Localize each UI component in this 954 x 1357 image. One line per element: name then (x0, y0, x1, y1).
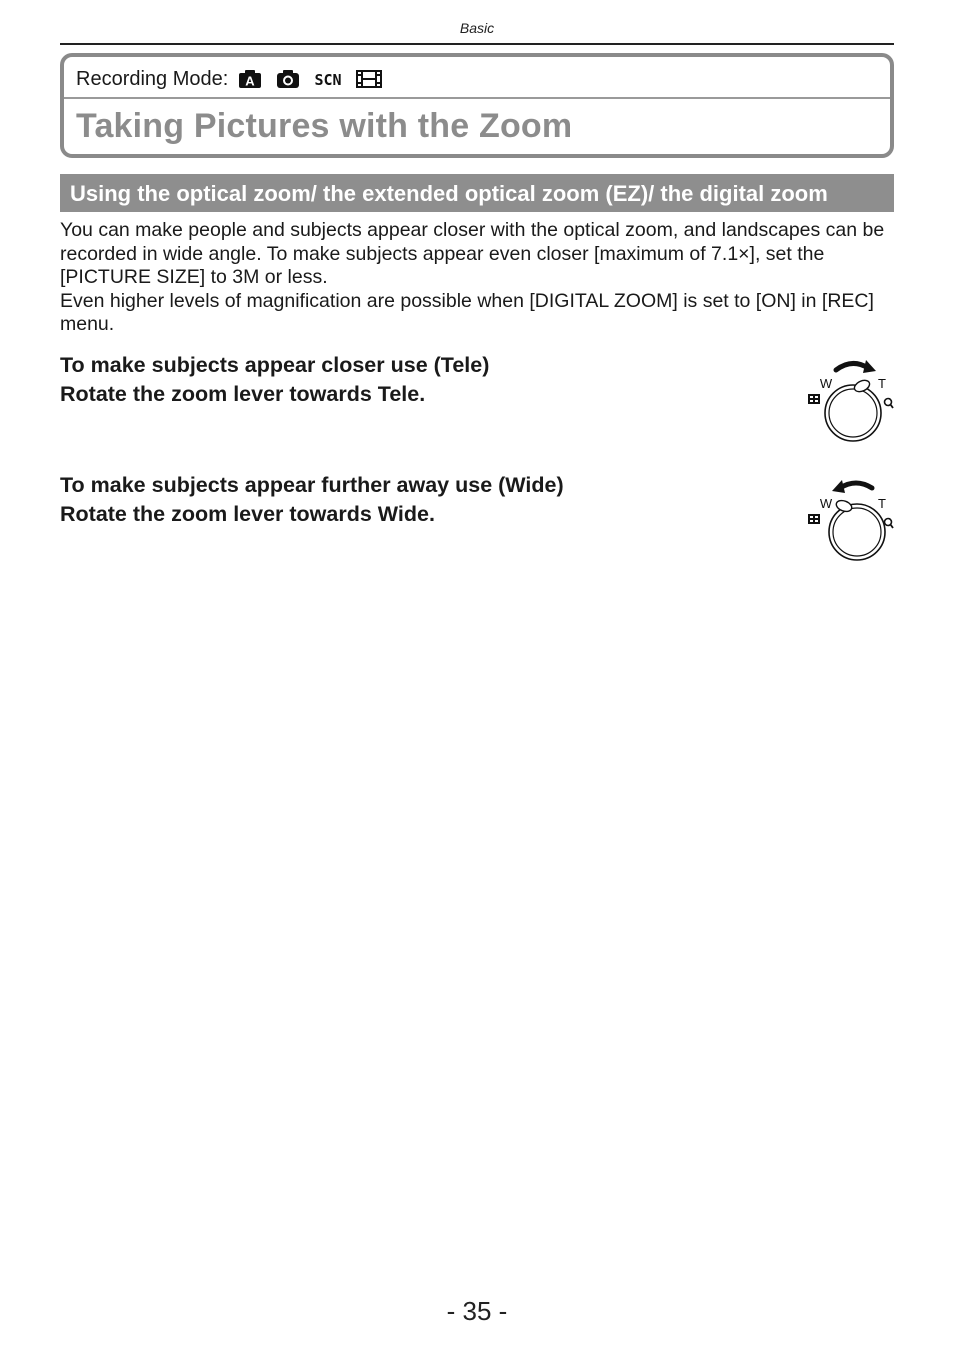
section-heading: Using the optical zoom/ the extended optical zoom (EZ)/ the digital zoom (70, 181, 828, 206)
step-tele (60, 351, 489, 409)
tele-magnifier-icon (885, 399, 894, 409)
title-box (60, 53, 894, 158)
section-heading-bar (60, 174, 894, 212)
step-wide (60, 471, 564, 529)
recording-mode-row (76, 65, 382, 93)
title-divider (64, 97, 890, 99)
page-number: - 35 - (446, 1296, 508, 1326)
scene-mode-icon (314, 69, 342, 89)
step-tele-heading: To make subjects appear closer use (Tele) (60, 353, 490, 377)
recording-mode-icons (238, 69, 382, 89)
header-rule (60, 43, 894, 45)
wide-grid-icon (808, 514, 820, 524)
lever-t-label: T (878, 496, 886, 511)
step-wide-instruction: Rotate the zoom lever towards Wide. (60, 502, 435, 526)
page-section-label: Basic (459, 20, 495, 36)
page-title: Taking Pictures with the Zoom (76, 107, 573, 145)
tele-magnifier-icon (885, 519, 894, 529)
shutter-button (829, 389, 877, 437)
tele-arrow-icon (836, 363, 868, 370)
wide-arrow-icon (840, 483, 872, 488)
lever-w-label: W (819, 496, 833, 511)
lever-t-label: T (878, 376, 886, 391)
shutter-button (833, 508, 881, 556)
scene-mode-text: SCN (314, 71, 342, 89)
zoom-lever-tele-illustration (800, 352, 900, 453)
zoom-lever-wide-illustration (800, 472, 900, 573)
wide-grid-icon (808, 394, 820, 404)
motion-picture-mode-icon (356, 69, 382, 89)
lever-w-label: W (819, 376, 833, 391)
body-paragraph-1: You can make people and subjects appear closer with the optical zoom, and landscapes can be recorded in wide angle. To make subjects appear even closer [maximum of 7.1×], set the [PICTURE SIZE] to 3M or less. (60, 219, 885, 288)
step-wide-heading: To make subjects appear further away use (Wide) (60, 473, 564, 497)
auto-mode-letter: A (245, 73, 256, 89)
auto-mode-icon (238, 69, 262, 89)
step-tele-instruction: Rotate the zoom lever towards Tele. (60, 382, 426, 406)
camera-mode-icon (276, 69, 300, 89)
section-body (60, 219, 894, 337)
body-paragraph-2: Even higher levels of magnification are possible when [DIGITAL ZOOM] is set to [ON] in [REC] menu. (60, 289, 874, 335)
recording-mode-label: Recording Mode: (76, 67, 229, 90)
